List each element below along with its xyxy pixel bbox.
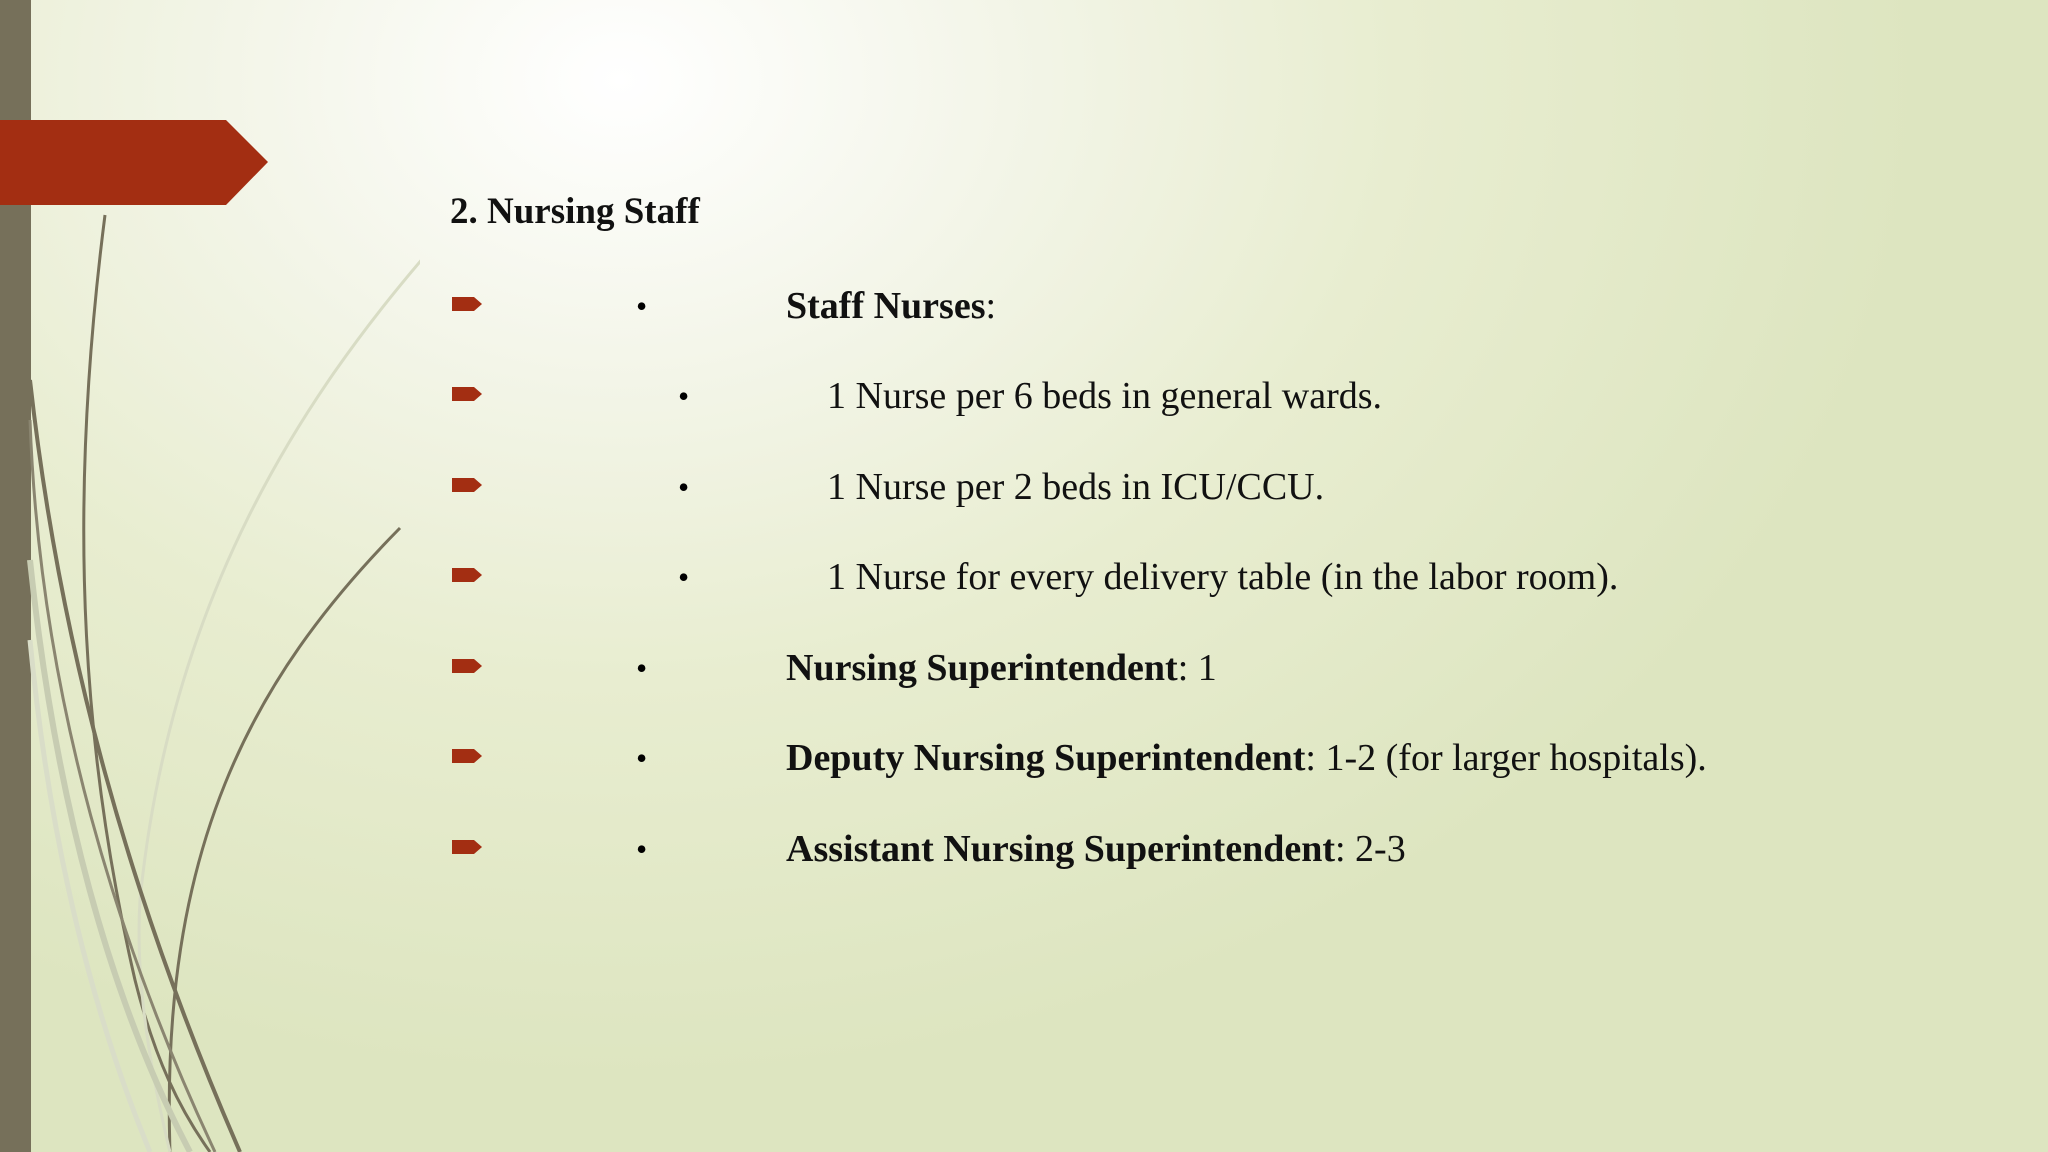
item-text: 1 Nurse per 6 beds in general wards. [827, 375, 1383, 417]
bullet-dot: • [636, 740, 648, 776]
list-item [0, 276, 2048, 336]
item-text: Nursing Superintendent: 1 [786, 647, 1217, 689]
list-item [0, 547, 2048, 607]
bullet-dot: • [636, 288, 648, 324]
arrow-bullet-icon [452, 294, 484, 314]
bullet-dot: • [636, 650, 648, 686]
title-arrow-tab [0, 120, 268, 205]
item-text: Deputy Nursing Superintendent: 1-2 (for larger hospitals). [786, 737, 1707, 779]
bullet-dot: • [678, 559, 690, 595]
slide-title: 2. Nursing Staff [450, 191, 700, 232]
arrow-bullet-icon [452, 384, 484, 404]
list-item [0, 457, 2048, 517]
arrow-bullet-icon [452, 746, 484, 766]
item-text: Assistant Nursing Superintendent: 2-3 [786, 828, 1406, 870]
item-text: 1 Nurse per 2 beds in ICU/CCU. [827, 466, 1325, 508]
arrow-bullet-icon [452, 565, 484, 585]
list-item [0, 638, 2048, 698]
item-text: 1 Nurse for every delivery table (in the labor room). [827, 556, 1619, 598]
list-item [0, 728, 2048, 788]
list-item [0, 366, 2048, 426]
bullet-dot: • [678, 378, 690, 414]
arrow-bullet-icon [452, 475, 484, 495]
arrow-bullet-icon [452, 656, 484, 676]
arrow-bullet-icon [452, 837, 484, 857]
item-text: Staff Nurses: [786, 285, 997, 327]
bullet-dot: • [678, 469, 690, 505]
list-item [0, 819, 2048, 879]
bullet-dot: • [636, 831, 648, 867]
